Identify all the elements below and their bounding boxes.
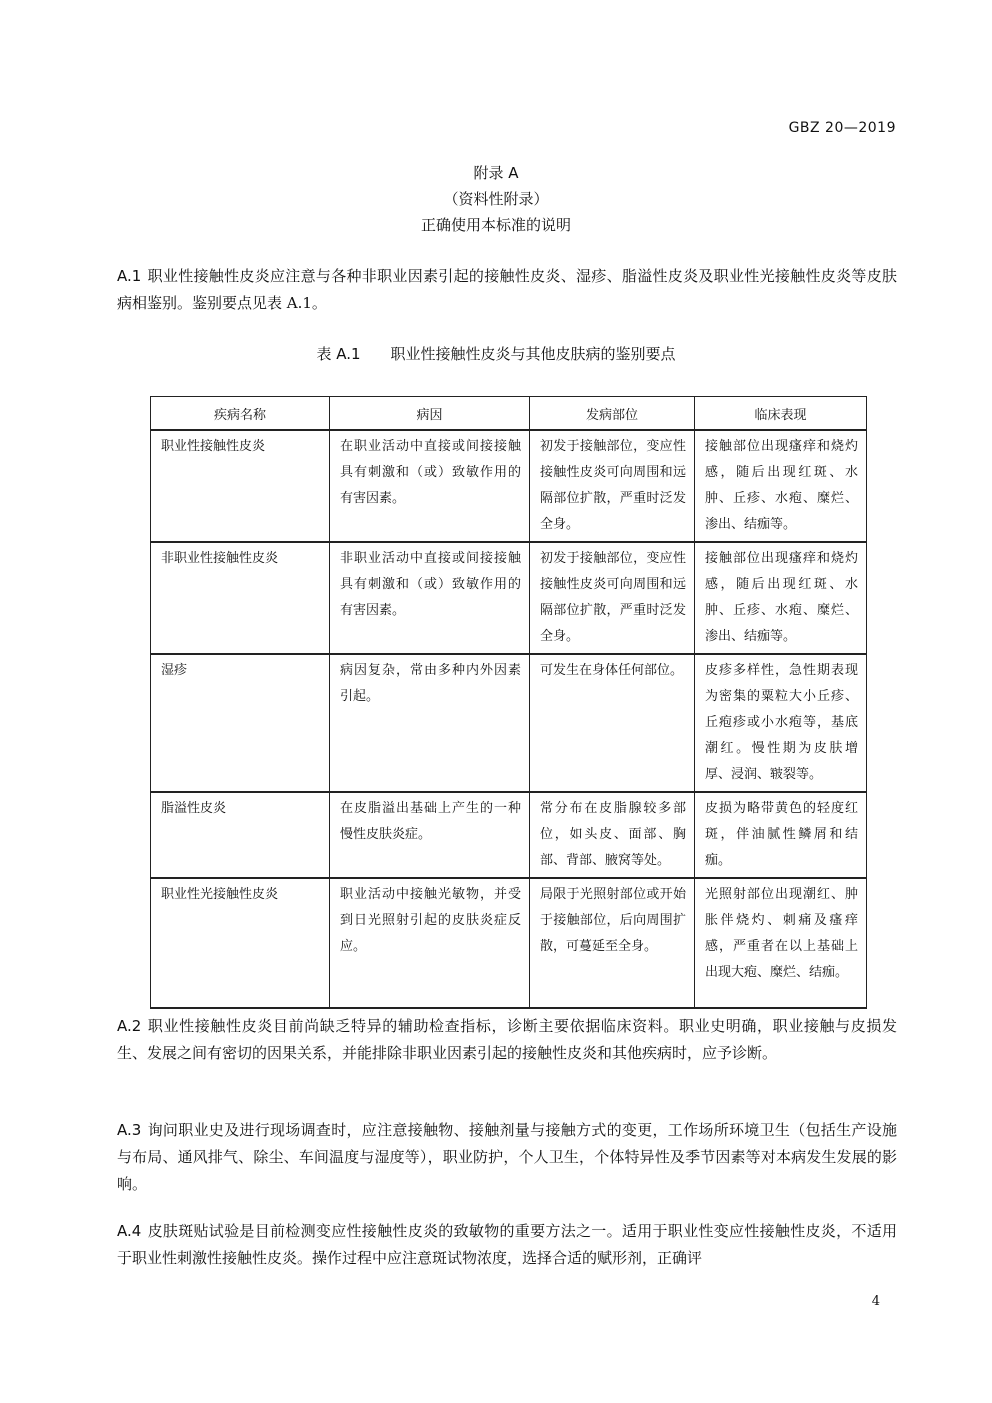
table-cell: 初发于接触部位，变应性接触性皮炎可向周围和远隔部位扩散，严重时泛发全身。 <box>530 430 695 542</box>
section-number: A.2 <box>117 1017 142 1035</box>
table-cell: 光照射部位出现潮红、肿胀伴烧灼、刺痛及瘙痒感，严重者在以上基础上出现大疱、糜烂、结痂。 <box>695 878 867 1008</box>
table-cell: 职业性接触性皮炎 <box>151 430 330 542</box>
table-number: 表 A.1 <box>316 345 361 363</box>
table-cell: 职业性光接触性皮炎 <box>151 878 330 1008</box>
table-row <box>151 430 867 542</box>
table-header-cell: 疾病名称 <box>151 397 330 431</box>
table-caption <box>0 343 992 364</box>
table-cell: 皮疹多样性，急性期表现为密集的粟粒大小丘疹、丘疱疹或小水疱等，基底潮红。慢性期为皮肤增厚、浸润、皲裂等。 <box>695 654 867 792</box>
table-cell: 接触部位出现瘙痒和烧灼感，随后出现红斑、水肿、丘疹、水疱、糜烂、渗出、结痂等。 <box>695 542 867 654</box>
table-cell: 病因复杂，常由多种内外因素引起。 <box>330 654 530 792</box>
table-row <box>151 542 867 654</box>
table-cell: 皮损为略带黄色的轻度红斑，伴油腻性鳞屑和结痂。 <box>695 792 867 878</box>
table-cell: 在皮脂溢出基础上产生的一种慢性皮肤炎症。 <box>330 792 530 878</box>
table-cell: 职业活动中接触光敏物，并受到日光照射引起的皮肤炎症反应。 <box>330 878 530 1008</box>
table-cell: 脂溢性皮炎 <box>151 792 330 878</box>
table-cell: 非职业性接触性皮炎 <box>151 542 330 654</box>
section-text: 职业性接触性皮炎目前尚缺乏特异的辅助检查指标，诊断主要依据临床资料。职业史明确，职业接触与皮损发生、发展之间有密切的因果关系，并能排除非职业因素引起的接触性皮炎和其他疾病时，应予诊断。 <box>117 1017 897 1062</box>
table-cell: 非职业活动中直接或间接接触具有刺激和（或）致敏作用的有害因素。 <box>330 542 530 654</box>
differential-table <box>150 396 867 1009</box>
table-row <box>151 878 867 1008</box>
section-a3 <box>117 1117 897 1198</box>
table-header-cell: 发病部位 <box>530 397 695 431</box>
table-cell: 常分布在皮脂腺较多部位，如头皮、面部、胸部、背部、腋窝等处。 <box>530 792 695 878</box>
table-cell: 接触部位出现瘙痒和烧灼感，随后出现红斑、水肿、丘疹、水疱、糜烂、渗出、结痂等。 <box>695 430 867 542</box>
standard-code: GBZ 20—2019 <box>788 120 896 136</box>
table-cell: 初发于接触部位，变应性接触性皮炎可向周围和远隔部位扩散，严重时泛发全身。 <box>530 542 695 654</box>
table-row <box>151 792 867 878</box>
page-number: 4 <box>871 1294 880 1309</box>
table-cell: 局限于光照射部位或开始于接触部位，后向周围扩散，可蔓延至全身。 <box>530 878 695 1008</box>
section-a1 <box>117 263 897 317</box>
section-a4 <box>117 1218 897 1272</box>
section-text: 询问职业史及进行现场调查时，应注意接触物、接触剂量与接触方式的变更，工作场所环境卫生（包括生产设施与布局、通风排气、除尘、车间温度与湿度等），职业防护，个人卫生，个体特异性及季节因素等对本病发生发展的影响。 <box>117 1121 897 1193</box>
table-header-cell: 临床表现 <box>695 397 867 431</box>
section-number: A.4 <box>117 1222 142 1240</box>
section-text: 皮肤斑贴试验是目前检测变应性接触性皮炎的致敏物的重要方法之一。适用于职业性变应性接触性皮炎，不适用于职业性刺激性接触性皮炎。操作过程中应注意斑试物浓度，选择合适的赋形剂，正确评 <box>117 1222 897 1267</box>
section-number: A.3 <box>117 1121 142 1139</box>
table-title: 职业性接触性皮炎与其他皮肤病的鉴别要点 <box>390 345 676 363</box>
section-text: 职业性接触性皮炎应注意与各种非职业因素引起的接触性皮炎、湿疹、脂溢性皮炎及职业性光接触性皮炎等皮肤病相鉴别。鉴别要点见表 A.1。 <box>117 267 897 312</box>
section-number: A.1 <box>117 267 142 285</box>
table-cell: 湿疹 <box>151 654 330 792</box>
appendix-heading-block <box>0 160 992 238</box>
appendix-subtitle: （资料性附录） <box>443 190 549 208</box>
table-header-row <box>151 397 867 431</box>
section-a2 <box>117 1013 897 1067</box>
table-cell: 在职业活动中直接或间接接触具有刺激和（或）致敏作用的有害因素。 <box>330 430 530 542</box>
appendix-title: 附录 A <box>473 164 519 182</box>
table-row <box>151 654 867 792</box>
table-header-cell: 病因 <box>330 397 530 431</box>
appendix-heading: 正确使用本标准的说明 <box>420 216 571 234</box>
table-cell: 可发生在身体任何部位。 <box>530 654 695 792</box>
